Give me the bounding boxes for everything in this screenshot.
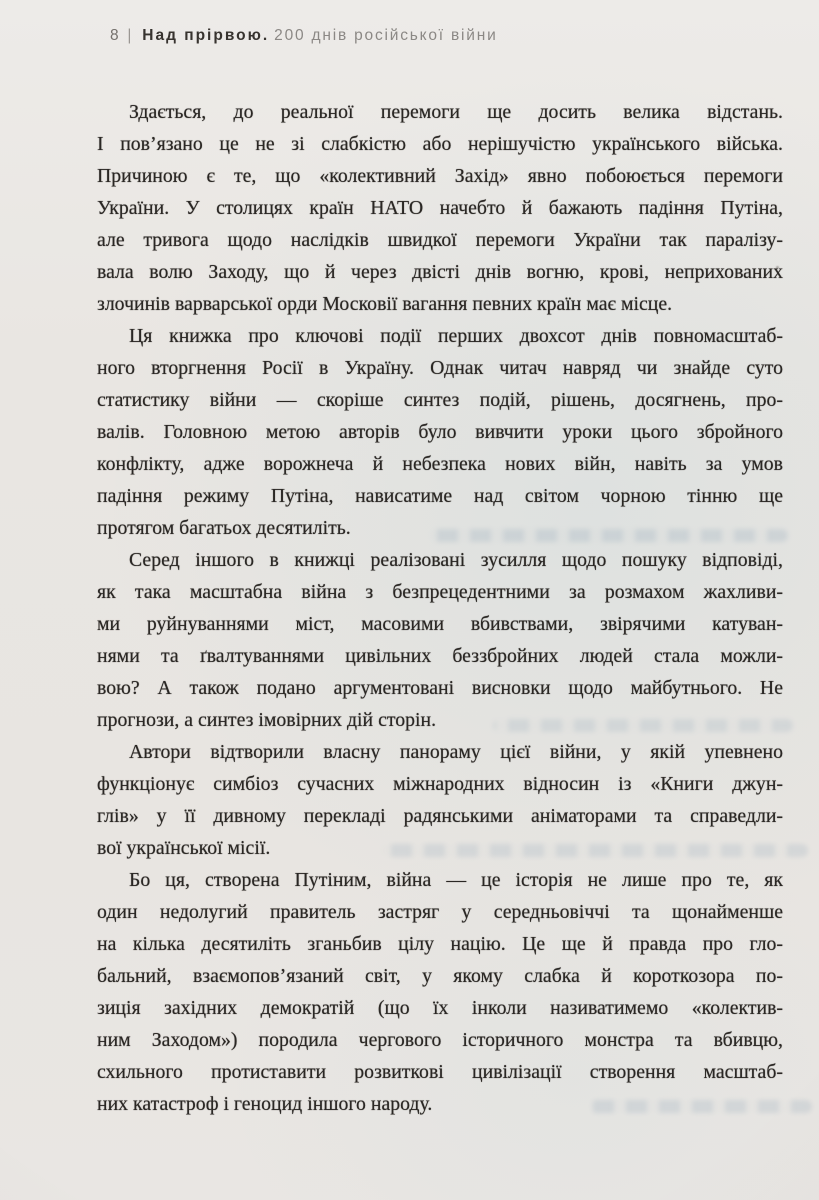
text-line: Бо ця, створена Путіним, війна — це історія не лише про те, як [129,869,783,891]
text-line: бальний, взаємопов’язаний світ, у якому слабка й короткозора по- [97,965,783,987]
text-line: вої української місії. [97,837,271,859]
text-line: протягом багатьох десятиліть. [97,517,351,539]
paragraph [97,96,783,320]
paragraph [97,320,783,544]
book-title: Над прірвою. [142,27,270,44]
text-line: Причиною є те, що «колективний Захід» явно побоюється перемоги [97,165,783,187]
text-line: статистику війни — скоріше синтез подій, рішень, досягнень, про- [97,389,783,411]
text-line: глів» у її дивному перекладі радянськими аніматорами та справедли- [97,805,783,827]
text-line: падіння режиму Путіна, нависатиме над світом чорною тінню ще [97,485,783,507]
running-head [110,27,498,45]
text-line: один недолугий правитель застряг у середньовіччі та щонайменше [97,901,783,923]
text-line: функціонує симбіоз сучасних міжнародних відносин із «Книги джун- [97,773,783,795]
text-line: на кілька десятиліть зганьбив цілу націю. Це ще й правда про гло- [97,933,783,955]
text-line: валів. Головною метою авторів було вивчити уроки цього збройного [97,421,783,443]
text-line: як така масштабна війна з безпрецедентними за розмахом жахливи- [97,581,783,603]
paragraph [97,736,783,864]
text-line: але тривога щодо наслідків швидкої перемоги України так паралізу- [97,229,783,251]
text-line: ним Заходом») породила чергового історичного монстра та вбивцю, [97,1029,783,1051]
text-line: конфлікту, адже ворожнеча й небезпека нових війн, навіть за умов [97,453,783,475]
book-subtitle: 200 днів російської війни [274,27,498,44]
text-line: ми руйнуваннями міст, масовими вбивствами, звірячими катуван- [97,613,783,635]
paragraph [97,864,783,1120]
text-line: вою? А також подано аргументовані висновки щодо майбутнього. Не [97,677,783,699]
text-line: Ця книжка про ключові події перших двохсот днів повномасштаб- [129,325,783,347]
text-line: злочинів варварської орди Московії вагання певних країн має місце. [97,293,673,315]
text-line: прогнози, а синтез імовірних дій сторін. [97,709,437,731]
text-line: Серед іншого в книжці реалізовані зусилля щодо пошуку відповіді, [129,549,783,571]
text-line: вала волю Заходу, що й через двісті днів вогню, крові, неприхованих [97,261,783,283]
text-line: зиція західних демократій (що їх інколи називатимемо «колектив- [97,997,783,1019]
text-line: Здається, до реальної перемоги ще досить велика відстань. [129,101,783,123]
text-line: І пов’язано це не зі слабкістю або нерішучістю українського війська. [97,133,783,155]
text-line: Автори відтворили власну панораму цієї війни, у якій упевнено [129,741,783,763]
text-line: ного вторгнення Росії в Україну. Однак читач навряд чи знайде суто [97,357,783,379]
text-line: України. У столицях країн НАТО начебто й бажають падіння Путіна, [97,197,783,219]
paragraph [97,544,783,736]
header-divider: | [127,27,134,44]
text-line: схильного протиставити розвиткові цивілізації створення масштаб- [97,1061,783,1083]
body-text-block [97,96,783,1120]
text-line: нями та ґвалтуваннями цивільних беззбройних людей стала можли- [97,645,783,667]
page-number: 8 [110,27,121,44]
text-line: них катастроф і геноцид іншого народу. [97,1093,433,1115]
